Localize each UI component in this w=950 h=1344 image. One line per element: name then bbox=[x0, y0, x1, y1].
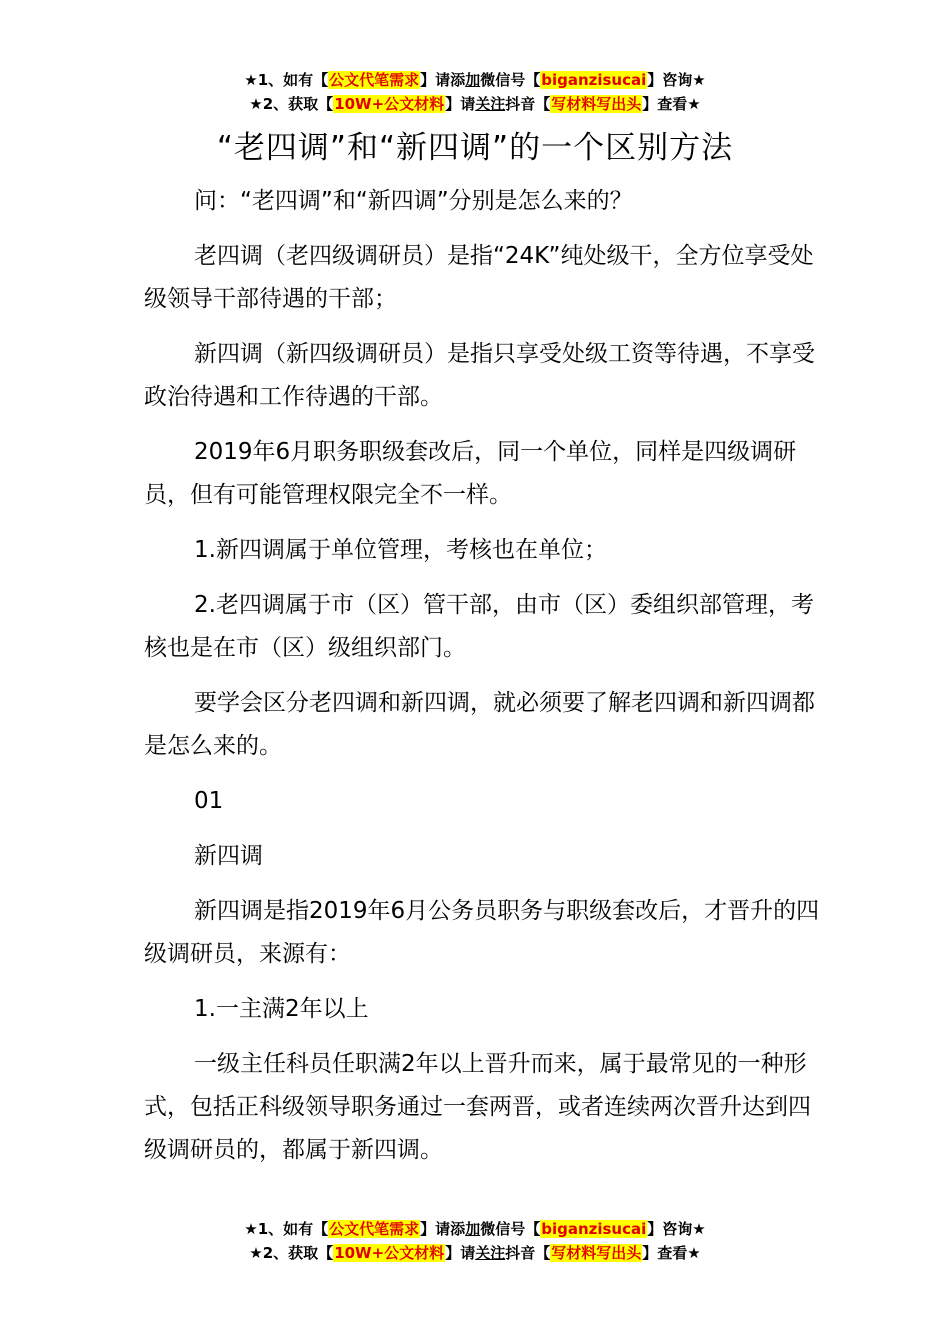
banner-text: ★2、获取【 bbox=[249, 1244, 334, 1262]
banner-text: 】请 bbox=[445, 1244, 476, 1262]
banner-highlight: 写材料写出头 bbox=[551, 1244, 642, 1262]
banner-highlight: 公文代笔需求 bbox=[329, 71, 420, 89]
banner-text: ★2、获取【 bbox=[249, 95, 334, 113]
document-body bbox=[144, 180, 824, 1184]
banner-text: 微信号【 bbox=[480, 1220, 541, 1238]
banner-text: ★1、如有【 bbox=[244, 71, 329, 89]
banner-line-2 bbox=[0, 1241, 950, 1265]
banner-text: 】咨询★ bbox=[647, 1220, 706, 1238]
banner-underline: 加 bbox=[465, 1220, 481, 1238]
banner-text: 抖音【 bbox=[505, 95, 551, 113]
banner-text: 】请 bbox=[445, 95, 476, 113]
banner-highlight: 公文代笔需求 bbox=[329, 1220, 420, 1238]
section-number: 01 bbox=[194, 788, 224, 814]
paragraph: 1.一主满2年以上 bbox=[194, 996, 369, 1022]
banner-text: ★1、如有【 bbox=[244, 1220, 329, 1238]
paragraph: 问：“老四调”和“新四调”分别是怎么来的？ bbox=[194, 188, 633, 214]
banner-underline: 加 bbox=[465, 71, 481, 89]
paragraph: 一级主任科员任职满2年以上晋升而来，属于最常见的一种形式，包括正科级领导职务通过一套两晋，或者连续两次晋升达到四级调研员的，都属于新四调。 bbox=[144, 1051, 811, 1163]
paragraph: 1.新四调属于单位管理，考核也在单位； bbox=[194, 537, 607, 563]
section-heading: 新四调 bbox=[194, 843, 263, 869]
banner-highlight: biganzisucai bbox=[541, 1220, 647, 1238]
banner-line-1 bbox=[0, 1217, 950, 1241]
banner-highlight: biganzisucai bbox=[541, 71, 647, 89]
paragraph: 要学会区分老四调和新四调，就必须要了解老四调和新四调都是怎么来的。 bbox=[144, 690, 815, 759]
banner-text: 】咨询★ bbox=[647, 71, 706, 89]
banner-text: 】请添 bbox=[420, 1220, 466, 1238]
banner-line-2 bbox=[0, 92, 950, 116]
footer-banner bbox=[0, 1217, 950, 1265]
banner-underline: 关注 bbox=[475, 95, 506, 113]
banner-text: 】查看★ bbox=[642, 1244, 701, 1262]
paragraph: 新四调（新四级调研员）是指只享受处级工资等待遇，不享受政治待遇和工作待遇的干部。 bbox=[144, 341, 815, 410]
banner-highlight: 10W+公文材料 bbox=[334, 95, 445, 113]
banner-line-1 bbox=[0, 68, 950, 92]
paragraph: 新四调是指2019年6月公务员职务与职级套改后，才晋升的四级调研员，来源有： bbox=[144, 898, 820, 967]
banner-text: 】请添 bbox=[420, 71, 466, 89]
banner-underline: 关注 bbox=[475, 1244, 506, 1262]
banner-highlight: 10W+公文材料 bbox=[334, 1244, 445, 1262]
paragraph: 2.老四调属于市（区）管干部，由市（区）委组织部管理，考核也是在市（区）级组织部门。 bbox=[144, 592, 814, 661]
banner-highlight: 写材料写出头 bbox=[551, 95, 642, 113]
paragraph: 老四调（老四级调研员）是指“24K”纯处级干，全方位享受处级领导干部待遇的干部； bbox=[144, 243, 814, 312]
document-title: “老四调”和“新四调”的一个区别方法 bbox=[216, 130, 734, 166]
banner-text: 抖音【 bbox=[505, 1244, 551, 1262]
banner-text: 微信号【 bbox=[480, 71, 541, 89]
header-banner bbox=[0, 68, 950, 116]
banner-text: 】查看★ bbox=[642, 95, 701, 113]
paragraph: 2019年6月职务职级套改后，同一个单位，同样是四级调研员，但有可能管理权限完全不一样。 bbox=[144, 439, 797, 508]
